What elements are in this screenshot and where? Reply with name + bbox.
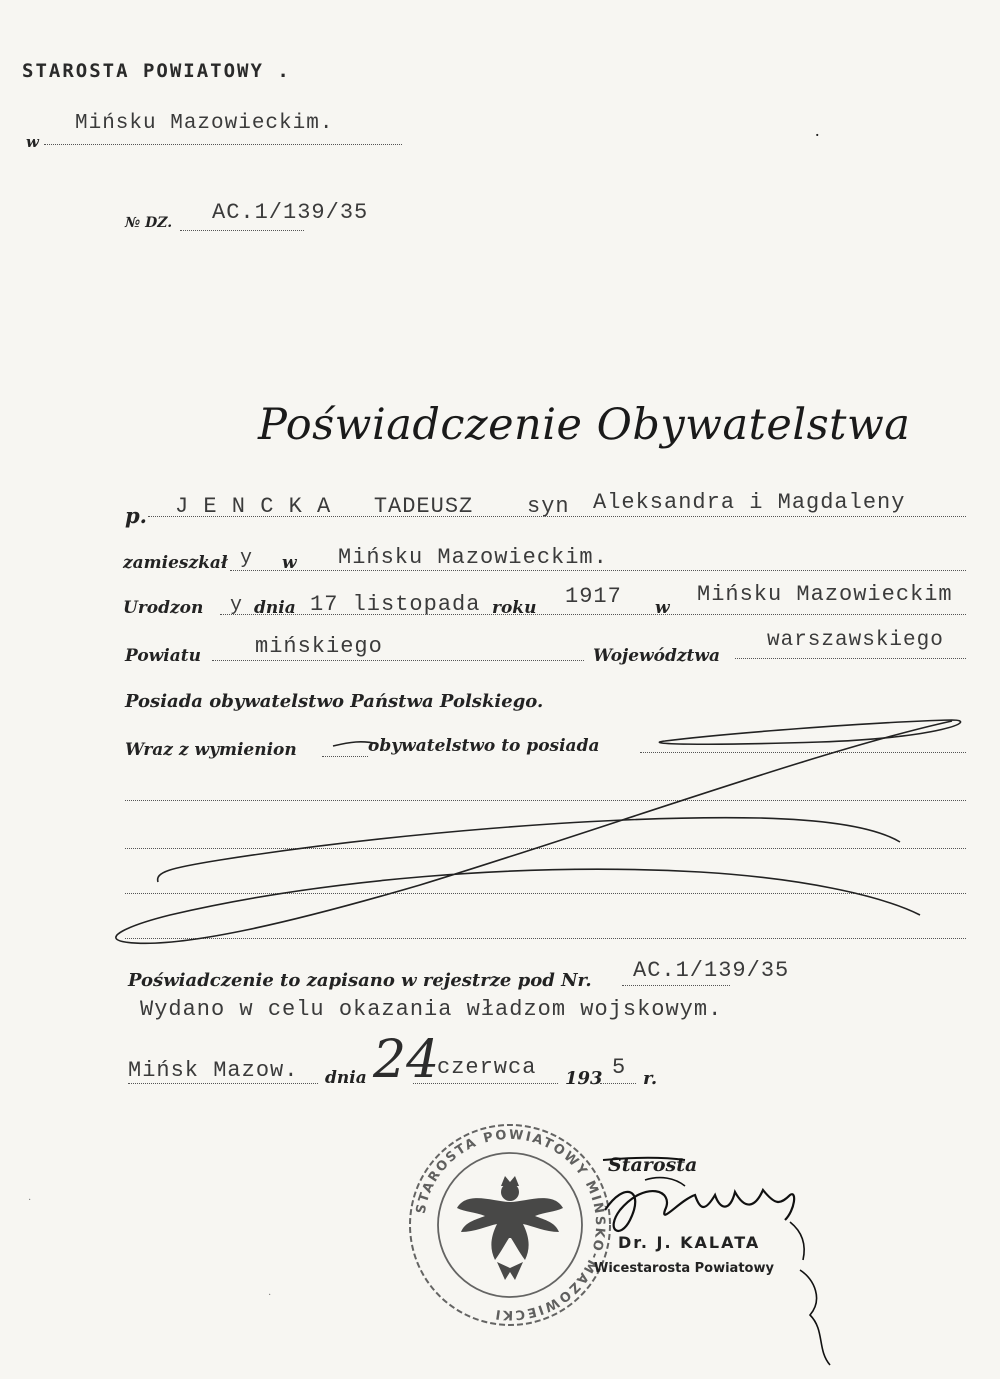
voivodeship-line [735,658,966,659]
residence-line [230,570,966,571]
birth-in: w [655,598,670,618]
ref-line [180,230,304,231]
issue-day-label: dnia [325,1068,367,1088]
issue-place-line [128,1083,318,1084]
name-line [148,516,966,517]
signatory-name: Dr. J. KALATA [618,1233,761,1252]
with-named-prefix: Wraz z wymienion [125,740,297,760]
residence-label: zamieszkał [123,553,228,573]
ref-label: № DZ. [125,215,173,231]
office-location: Mińsku Mazowieckim. [75,112,334,135]
with-named-gap [322,756,368,757]
parents-names: Aleksandra i Magdaleny [593,490,906,515]
blank-line-2 [125,848,966,849]
issue-year-suffix: r. [643,1068,658,1089]
voivodeship-label: Województwa [593,646,721,666]
issue-year-prefix: 193 [565,1068,603,1089]
signatory-title: Wicestarosta Powiatowy [594,1261,774,1276]
person-prefix: p. [125,503,147,528]
birth-line [220,614,966,615]
registry-number: AC.1/139/35 [633,958,790,983]
signature-role: Starosta [608,1154,698,1176]
person-name: J E N C K A TADEUSZ [175,494,474,519]
eagle-emblem-icon [457,1176,563,1280]
county-line [212,660,584,661]
issue-month: czerwca [437,1055,537,1080]
birth-year: 1917 [565,584,622,609]
son-label: syn [527,494,570,519]
with-named-line [640,752,966,753]
day-label: dnia [254,598,296,618]
registry-label: Poświadczenie to zapisano w rejestrze pod Nr. [128,970,592,991]
stamp-text: STAROSTA POWIATOWY MIŃSKO-MAZOWIECKI [413,1127,608,1323]
issue-place: Mińsk Mazow. [128,1058,299,1083]
birth-date: 17 listopada [310,592,481,617]
county-value: mińskiego [255,634,383,659]
citizenship-statement: Posiada obywatelstwo Państwa Polskiego. [125,691,544,712]
document-title: Poświadczenie Obywatelstwa [258,400,911,450]
office-heading: STAROSTA POWIATOWY . [22,60,291,82]
birth-place: Mińsku Mazowieckim [697,582,953,607]
residence-in: w [282,553,297,573]
born-suffix: y [230,594,244,617]
blank-line-1 [125,800,966,801]
year-label: roku [492,598,537,618]
official-stamp [405,1120,615,1330]
issue-purpose: Wydano w celu okazania władzom wojskowym. [140,997,723,1022]
ref-number: AC.1/139/35 [212,200,369,225]
issue-month-line [413,1083,558,1084]
location-prefix: w [26,133,39,151]
registry-line [622,985,730,986]
residence-suffix: y [240,547,254,570]
voivodeship-value: warszawskiego [767,629,944,652]
blank-line-4 [125,938,966,939]
residence-place: Mińsku Mazowieckim. [338,545,608,570]
with-named-suffix: obywatelstwo to posiada [368,736,600,756]
stray-mark: . [815,120,820,140]
handwritten-signature [585,1150,845,1370]
issue-year-line [600,1083,636,1084]
born-label: Urodzon [123,598,204,618]
speck: · [28,1195,32,1206]
issue-day: 24 [373,1030,440,1090]
location-line [44,144,402,145]
issue-year-digit: 5 [612,1055,627,1080]
county-label: Powiatu [125,646,201,666]
speck: · [268,1290,272,1301]
blank-line-3 [125,893,966,894]
